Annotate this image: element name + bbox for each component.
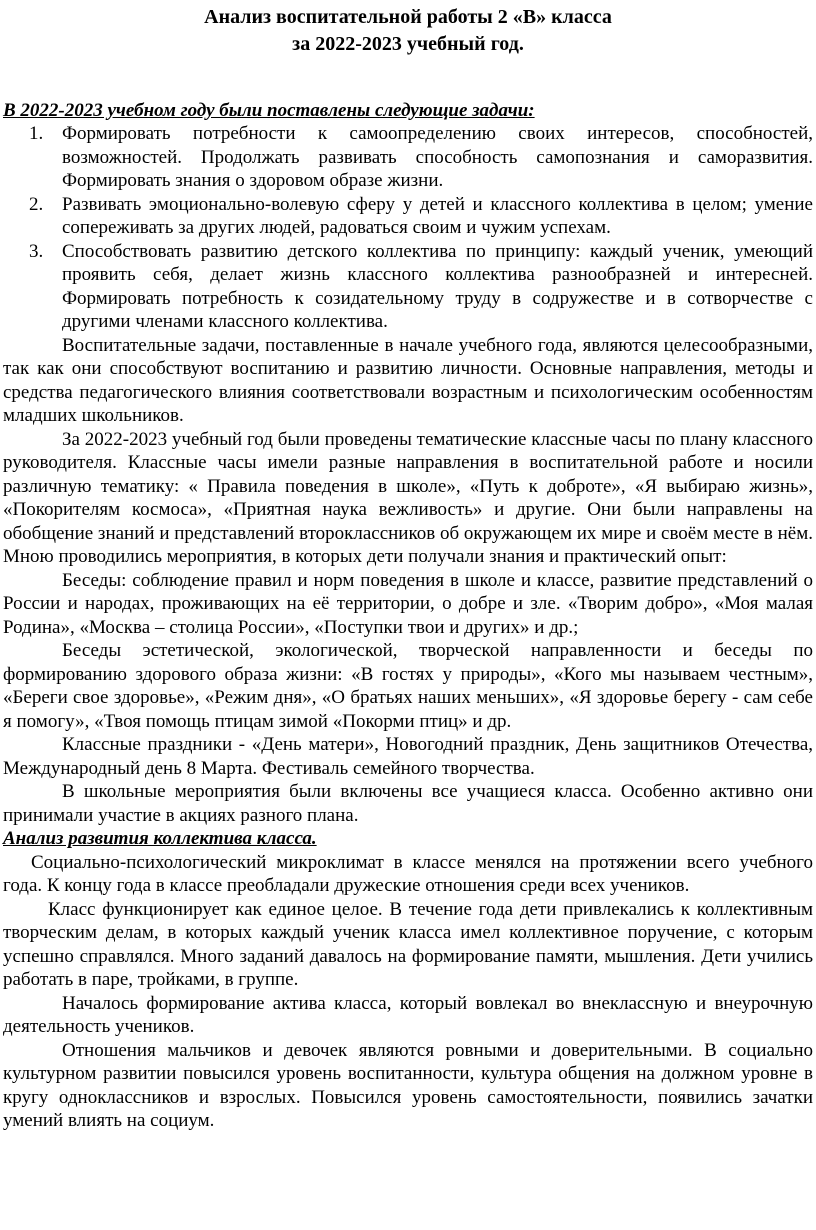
list-item [3, 240, 813, 334]
list-item-text: Способствовать развитию детского коллектива по принципу: каждый ученик, умеющий проявить себя, делает жизнь классного коллектива разнообразней и интересней. Формировать потребность к созидательному труду в содружестве и в сотворчестве с другими членами классного коллектива. [62, 240, 813, 332]
paragraph: Классные праздники - «День матери», Новогодний праздник, День защитников Отечества, Международный день 8 Марта. Фестиваль семейного творчества. [3, 734, 813, 779]
paragraph: Беседы эстетической, экологической, творческой направленности и беседы по формированию здорового образа жизни: «В гостях у природы», «Кого мы называем честным», «Береги свое здоровье», «Режим дня», «О братьях наших меньших», «Я здоровье берегу - сам себе я помогу», «Твоя помощь птицам зимой «Покорми птиц» и др. [3, 640, 813, 732]
document-subtitle: за 2022-2023 учебный год. [292, 33, 524, 55]
list-number: 3. [29, 240, 44, 262]
document-body [3, 122, 813, 1133]
paragraph: За 2022-2023 учебный год были проведены тематические классные часы по плану классного руководителя. Классные часы имели разные направления в воспитательной работе и носили различную тематику: « Правила поведения в школе», «Путь к доброте», «Я выбираю жизнь», «Покорителям космоса», «Приятная наука вежливость» и другие. Они были направлены на обобщение знаний и представлений второклассников об окружающем их мире и своём месте в нём. Мною проводились мероприятия, в которых дети получали знания и практический опыт: [3, 428, 813, 567]
list-item [3, 122, 813, 193]
list-item-text: Развивать эмоционально-волевую сферу у детей и классного коллектива в целом; умение сопереживать за других людей, радоваться своим и чужим успехам. [62, 193, 813, 238]
paragraph: В школьные мероприятия были включены все учащиеся класса. Особенно активно они принимали участие в акциях разного плана. [3, 781, 813, 826]
task-list [3, 122, 813, 334]
paragraph: Беседы: соблюдение правил и норм поведения в школе и классе, развитие представлений о России и народах, проживающих на её территории, о добре и зле. «Творим добро», «Моя малая Родина», «Москва – столица России», «Поступки твои и других» и др.; [3, 569, 813, 638]
paragraph: Отношения мальчиков и девочек являются ровными и доверительными. В социально культурном развитии повысился уровень воспитанности, культура общения на должном уровне в кругу одноклассников и взрослых. Повысился уровень самостоятельности, появились зачатки умений влиять на социум. [3, 1039, 813, 1131]
paragraph: Социально-психологический микроклимат в классе менялся на протяжении всего учебного года. К концу года в классе преобладали дружеские отношения среди всех учеников. [3, 851, 813, 896]
list-number: 2. [29, 193, 44, 215]
list-number: 1. [29, 123, 44, 144]
list-item [3, 193, 813, 240]
document-title: Анализ воспитательной работы 2 «В» класса [204, 6, 612, 28]
paragraph: Началось формирование актива класса, который вовлекал во внеклассную и внеурочную деятельность учеников. [3, 992, 813, 1037]
paragraph: Класс функционирует как единое целое. В течение года дети привлекались к коллективным творческим делам, в которых каждый ученик класса имел коллективное поручение, с которым успешно справлялся. Много заданий давалось на формирование памяти, мышления. Дети учились работать в паре, тройками, в группе. [3, 898, 813, 990]
section-heading: Анализ развития коллектива класса. [3, 828, 317, 849]
paragraph: Воспитательные задачи, поставленные в начале учебного года, являются целесообразными, так как они способствуют воспитанию и развитию личности. Основные направления, методы и средства педагогического влияния соответствовали возрастным и психологическим особенностям младших школьников. [3, 334, 813, 426]
tasks-intro: В 2022-2023 учебном году были поставлены следующие задачи: [3, 100, 535, 121]
list-item-text: Формировать потребности к самоопределению своих интересов, способностей, возможностей. Продолжать развивать способность самопознания и саморазвития. Формировать знания о здоровом образе жизни. [62, 123, 813, 191]
